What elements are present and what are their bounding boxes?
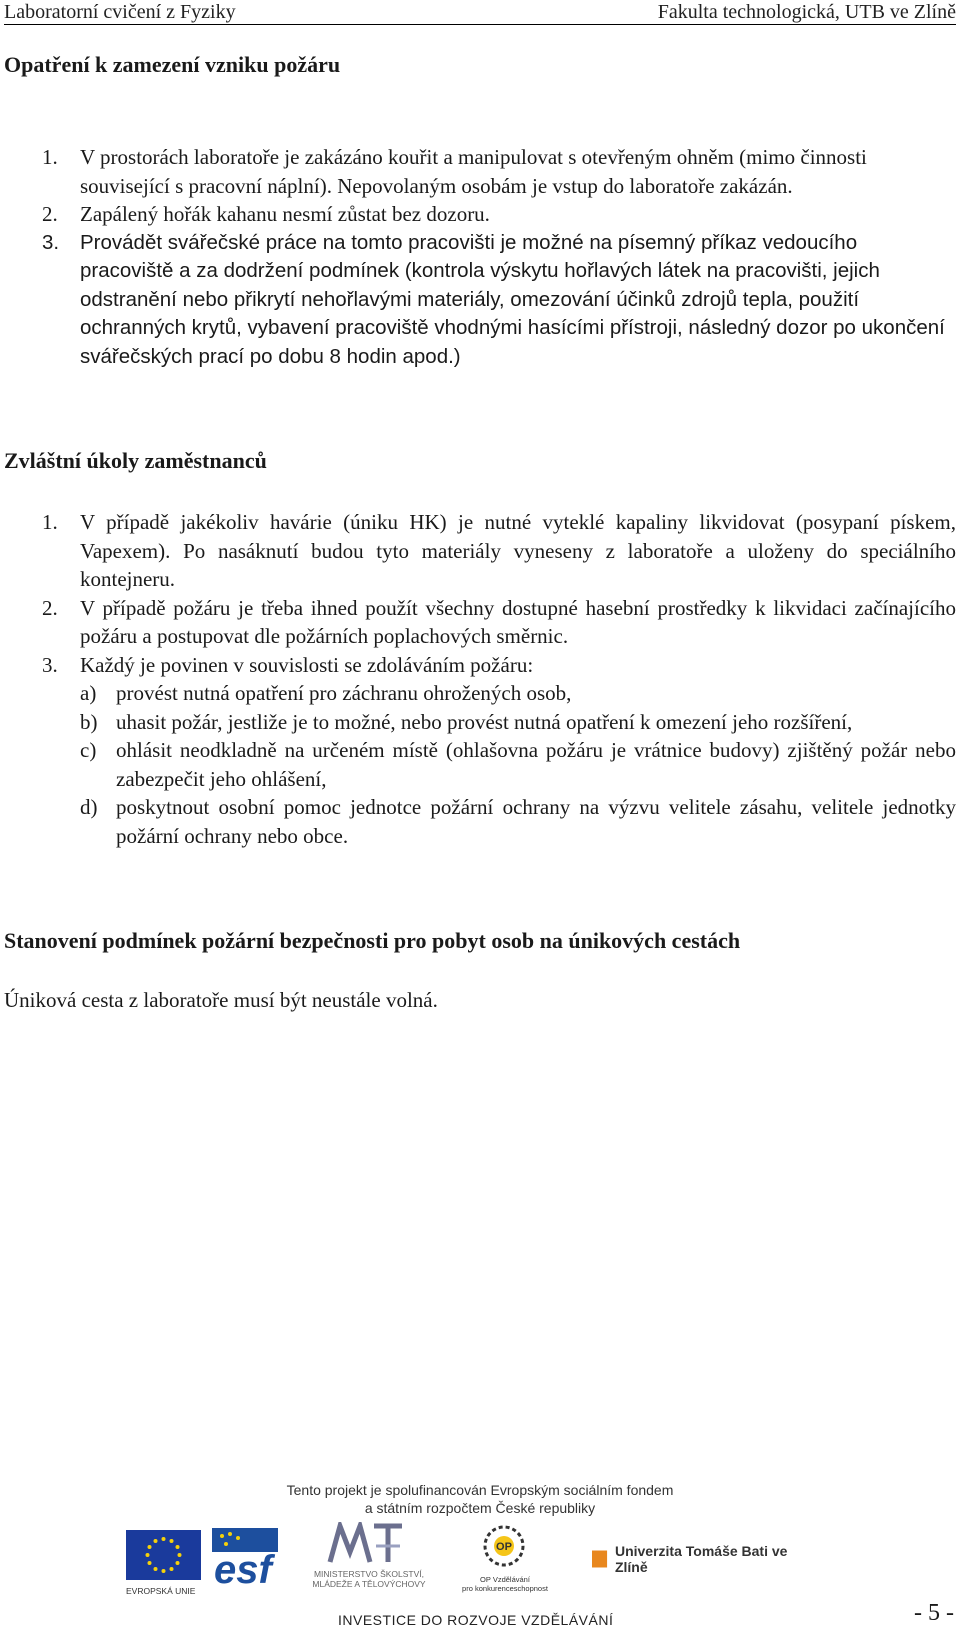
- footer-funding-line-2: a státním rozpočtem České republiky: [364, 1500, 596, 1516]
- op-vk-logo: [460, 1524, 550, 1594]
- sub-list-letter: d): [80, 795, 98, 819]
- footer-investice: INVESTICE DO ROZVOJE VZDĚLÁVÁNÍ: [338, 1612, 614, 1628]
- sub-list-text: ohlásit neodkladně na určeném místě (ohlašovna požáru je vrátnice budovy) zjištěný požár nebo zabezpečit jeho ohlášení,: [116, 738, 956, 791]
- list-item-number: 1.: [42, 510, 58, 534]
- msmt-emblem-icon: [326, 1522, 406, 1564]
- list-item: [4, 200, 956, 229]
- list-item-text: Každý je povinen v souvislosti se zdoláváním požáru:: [80, 652, 534, 677]
- sub-list-item: [80, 736, 956, 793]
- fire-prevention-list: [4, 143, 956, 371]
- list-item: [4, 594, 956, 651]
- list-item-number: 3.: [42, 652, 58, 677]
- sub-list-item: [80, 679, 956, 708]
- eu-flag-logo: [126, 1530, 201, 1596]
- eu-label: EVROPSKÁ UNIE: [126, 1586, 196, 1596]
- esf-logo: [212, 1528, 278, 1592]
- msmt-label-2: MLÁDEŽE A TĚLOVÝCHOVY: [312, 1579, 426, 1589]
- page-header: [4, 0, 956, 25]
- sub-list-letter: b): [80, 709, 98, 734]
- utb-label: Univerzita Tomáše Bati ve Zlíně: [614, 1543, 788, 1575]
- list-item-text: V prostorách laboratoře je zakázáno kouřit a manipulovat s otevřeným ohněm (mimo činnosti související s pracovní náplní). Nepovolaným osobám je vstup do laboratoře zakázán.: [80, 145, 867, 198]
- list-item-number: 1.: [42, 145, 58, 169]
- list-item-text: V případě jakékoliv havárie (úniku HK) je nutné vyteklé kapaliny likvidovat (posypaní pískem, Vapexem). Po nasáknutí budou tyto materiály vyneseny z laboratoře a uloženy do speciálního kontejneru.: [80, 510, 956, 591]
- employee-tasks-list: [4, 508, 956, 850]
- msmt-label-1: MINISTERSTVO ŠKOLSTVÍ,: [313, 1569, 425, 1579]
- sub-list-text: provést nutná opatření pro záchranu ohrožených osob,: [116, 681, 572, 705]
- list-item-text: Provádět svářečské práce na tomto pracovišti je možné na písemný příkaz vedoucího pracoviště a za dodržení podmínek (kontrola výskytu hořlavých látek na pracovišti, jejich odstranění nebo přikrytí nehořlavými materiály, omezování účinků zdrojů tepla, použití ochranných krytů, vybavení pracoviště vhodnými hasícími přístroji, následný dozor po ukončení svářečských prací po dobu 8 hodin apod.): [80, 230, 945, 368]
- list-item-number: 2.: [42, 595, 58, 620]
- op-label-2: pro konkurenceschopnost: [462, 1584, 548, 1593]
- header-faculty: Fakulta technologická, UTB ve Zlíně: [657, 0, 956, 23]
- sub-list: [80, 679, 956, 850]
- sub-list-item: [80, 708, 956, 737]
- list-item-text: Zapálený hořák kahanu nesmí zůstat bez dozoru.: [80, 202, 490, 226]
- op-vk-emblem-icon: [476, 1524, 532, 1570]
- op-label-1: OP Vzdělávání: [480, 1575, 530, 1584]
- section-title-employee-tasks: Zvláštní úkoly zaměstnanců: [4, 448, 267, 473]
- sub-list-text: poskytnout osobní pomoc jednotce požární ochrany na výzvu velitele zásahu, velitele jednotky požární ochrany nebo obce.: [116, 795, 956, 848]
- sub-list-text: uhasit požár, jestliže je to možné, nebo provést nutná opatření k omezení jeho rozšíření,: [116, 709, 853, 734]
- list-item-number: 2.: [42, 202, 58, 226]
- utb-emblem-icon: [592, 1548, 609, 1570]
- section-title-fire-prevention: Opatření k zamezení vzniku požáru: [4, 52, 341, 77]
- svg-text:OP: OP: [496, 1541, 512, 1553]
- page-number: - 5 -: [914, 1600, 954, 1626]
- section-title-escape-routes: Stanovení podmínek požární bezpečnosti pro pobyt osob na únikových cestách: [4, 928, 741, 953]
- sub-list-item: [80, 793, 956, 850]
- header-course-title: Laboratorní cvičení z Fyziky: [4, 0, 236, 23]
- esf-label: esf: [214, 1548, 272, 1592]
- list-item-number: 3.: [42, 230, 60, 254]
- escape-route-text: Úniková cesta z laboratoře musí být neustále volná.: [4, 988, 438, 1012]
- list-item-text: V případě požáru je třeba ihned použít všechny dostupné hasební prostředky k likvidaci začínajícího požáru a postupovat dle požárních poplachových směrnic.: [80, 595, 956, 648]
- utb-logo: [592, 1543, 812, 1575]
- footer-funding-line-1: Tento projekt je spolufinancován Evropským sociálním fondem: [286, 1482, 674, 1498]
- msmt-logo: [304, 1522, 434, 1594]
- sub-list-letter: a): [80, 681, 97, 705]
- list-item: [4, 143, 956, 200]
- list-item: [4, 229, 956, 372]
- list-item: [4, 508, 956, 594]
- eu-flag-icon: [126, 1530, 201, 1580]
- sub-list-letter: c): [80, 738, 97, 762]
- list-item: [4, 651, 956, 851]
